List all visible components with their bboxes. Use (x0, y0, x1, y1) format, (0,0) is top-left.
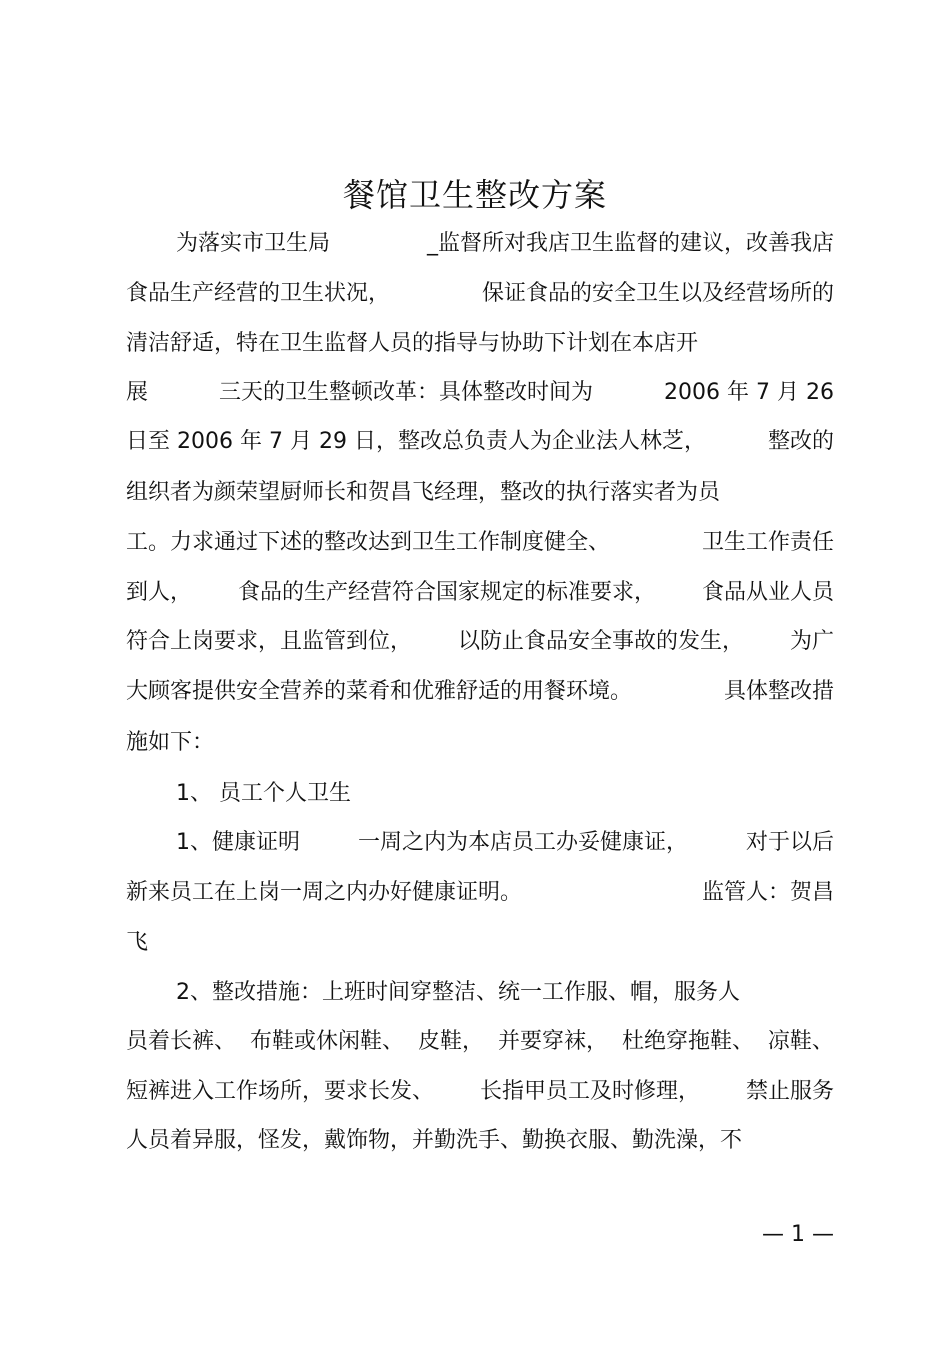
intro-line-2-part-2: 保证食品的安全卫生以及经营场所的 (481, 281, 834, 306)
page-number: — 1 — (762, 1222, 834, 1247)
document-title: 餐馆卫生整改方案 (342, 176, 607, 214)
intro-line-8 (126, 575, 834, 611)
intro-line-8-part-3: 食品从业人员 (701, 580, 834, 605)
item-2-line-3 (126, 1074, 834, 1110)
intro-line-3 (126, 326, 834, 362)
item-2-line-2-part-2: 布鞋或休闲鞋、 (249, 1029, 404, 1054)
item-1-line-2 (126, 875, 834, 911)
item-2-line-2-part-5: 杜绝穿拖鞋、 (621, 1029, 754, 1054)
item-1-line-1-part-2: 一周之内为本店员工办妥健康证， (357, 830, 688, 855)
item-1-line-1-part-1: 1、健康证明 (176, 830, 300, 855)
item-2-line-3-part-1: 短裤进入工作场所，要求长发、 (126, 1079, 435, 1104)
item-1-line-1-part-3: 对于以后 (745, 830, 834, 855)
item-2-line-2-part-6: 凉鞋、 (767, 1029, 834, 1054)
intro-line-5 (126, 424, 834, 460)
intro-line-8-part-1: 到人， (126, 580, 193, 605)
intro-line-5-part-1: 日至 2006 年 7 月 29 日，整改总负责人为企业法人林芝， (126, 429, 706, 454)
intro-line-7-part-2: 卫生工作责任 (701, 530, 834, 555)
intro-line-10 (126, 674, 834, 710)
intro-line-9-part-1: 符合上岗要求，且监管到位， (126, 629, 413, 654)
intro-line-6 (126, 475, 834, 511)
intro-line-2 (126, 276, 834, 312)
intro-line-1-part-1: 为落实市卫生局 (176, 231, 331, 256)
intro-line-10-part-1: 大顾客提供安全营养的菜肴和优雅舒适的用餐环境。 (126, 679, 633, 704)
intro-line-6-text: 组织者为颜荣望厨师长和贺昌飞经理，整改的执行落实者为员 (126, 480, 721, 505)
intro-line-11-text: 施如下： (126, 730, 215, 755)
intro-line-10-part-2: 具体整改措 (723, 679, 834, 704)
intro-line-4-part-2: 三天的卫生整顿改革：具体整改时间为 (219, 380, 594, 405)
item-2-line-4 (126, 1123, 834, 1159)
intro-line-5-part-2: 整改的 (767, 429, 834, 454)
intro-line-8-part-2: 食品的生产经营符合国家规定的标准要求， (237, 580, 656, 605)
intro-line-9 (126, 624, 834, 660)
item-2-line-2-part-4: 并要穿袜， (497, 1029, 608, 1054)
intro-line-4 (126, 375, 834, 411)
intro-line-7 (126, 525, 834, 561)
item-1-line-1 (176, 825, 834, 861)
item-2-line-1 (176, 975, 834, 1011)
intro-line-9-part-2: 以防止食品安全事故的发生， (457, 629, 744, 654)
item-2-line-1-text: 2、整改措施：上班时间穿整洁、统一工作服、帽，服务人 (176, 980, 740, 1005)
intro-line-2-part-1: 食品生产经营的卫生状况， (126, 281, 391, 306)
item-2-line-3-part-2: 长指甲员工及时修理， (479, 1079, 700, 1104)
intro-line-9-part-3: 为广 (789, 629, 834, 654)
item-2-line-4-text: 人员着异服，怪发，戴饰物，并勤洗手、勤换衣服、勤洗澡，不 (126, 1128, 743, 1153)
item-2-line-2-part-1: 员着长裤、 (126, 1029, 237, 1054)
intro-line-1-part-2: _监督所对我店卫生监督的建议，改善我店 (426, 231, 834, 256)
item-1-line-2-part-1: 新来员工在上岗一周之内办好健康证明。 (126, 880, 523, 905)
intro-line-3-text: 清洁舒适，特在卫生监督人员的指导与协助下计划在本店开 (126, 331, 699, 356)
item-2-line-2-part-3: 皮鞋， (417, 1029, 484, 1054)
intro-line-1 (176, 226, 834, 262)
intro-line-11 (126, 725, 834, 761)
intro-line-4-part-1: 展 (126, 380, 149, 405)
intro-line-7-part-1: 工。力求通过下述的整改达到卫生工作制度健全、 (126, 530, 611, 555)
item-1-line-3 (126, 925, 834, 961)
intro-line-4-part-3: 2006 年 7 月 26 (664, 380, 834, 405)
item-2-line-3-part-3: 禁止服务 (745, 1079, 834, 1104)
section-1-heading: 1、 员工个人卫生 (176, 781, 351, 806)
item-1-line-2-part-2: 监管人：贺昌 (701, 880, 834, 905)
item-1-line-3-text: 飞 (126, 930, 149, 955)
item-2-line-2 (126, 1024, 834, 1060)
